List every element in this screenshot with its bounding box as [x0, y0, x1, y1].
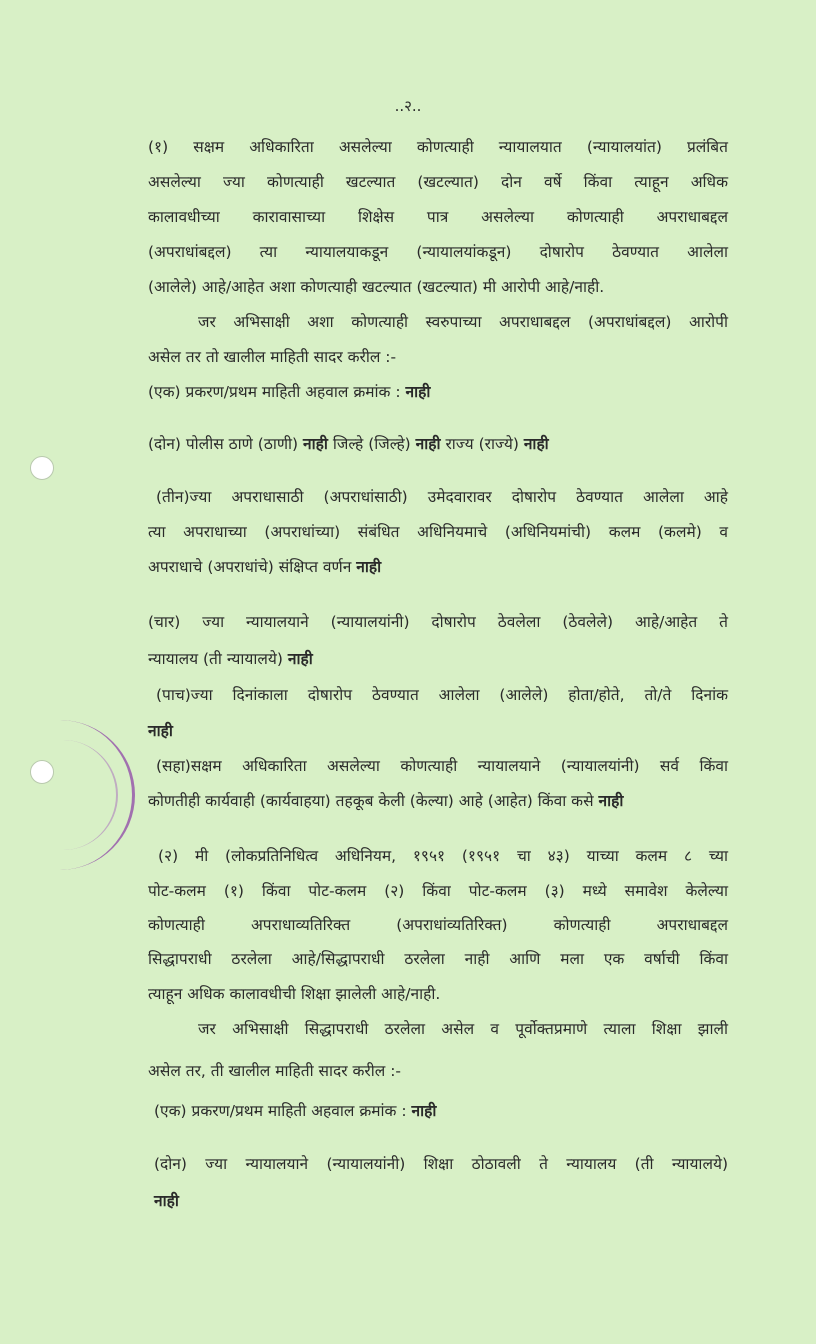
line-bold: नाही	[356, 558, 382, 576]
line-text: जिल्हे (जिल्हे)	[327, 435, 416, 453]
text-line-l9	[148, 433, 549, 455]
line-text: (पाच)ज्या दिनांकाला दोषारोप ठेवण्यात आलेला (आलेले) होता/होते, तो/ते दिनांक	[156, 686, 728, 704]
text-line-l2	[148, 171, 728, 193]
text-line-l8	[148, 381, 430, 403]
text-line-l7	[148, 346, 396, 368]
line-text: (चार) ज्या न्यायालयाने (न्यायालयांनी) दोषारोप ठेवलेला (ठेवलेले) आहे/आहेत ते	[148, 613, 728, 631]
line-bold: नाही	[154, 1192, 179, 1210]
text-line-l14	[148, 648, 313, 670]
line-text: पोट-कलम (१) किंवा पोट-कलम (२) किंवा पोट-कलम (३) मध्ये समावेश केलेल्या	[148, 882, 728, 900]
line-text: (एक) प्रकरण/प्रथम माहिती अहवाल क्रमांक :	[148, 383, 406, 401]
text-line-l18	[148, 790, 623, 812]
text-line-l15	[156, 684, 728, 706]
line-text: न्यायालय (ती न्यायालये)	[148, 650, 288, 668]
text-line-l5	[148, 276, 604, 298]
line-bold: नाही	[148, 722, 173, 740]
text-line-l23	[148, 983, 440, 1005]
line-bold: नाही	[411, 1102, 437, 1120]
text-line-l4	[148, 241, 728, 263]
text-line-l28	[154, 1190, 179, 1212]
line-text: असलेल्या ज्या कोणत्याही खटल्यात (खटल्यात) दोन वर्षे किंवा त्याहून अधिक	[148, 173, 728, 191]
text-line-l20	[148, 880, 728, 902]
line-text: (एक) प्रकरण/प्रथम माहिती अहवाल क्रमांक :	[154, 1102, 412, 1120]
line-text: त्याहून अधिक कालावधीची शिक्षा झालेली आहे/नाही.	[148, 985, 441, 1003]
page-number: ..२..	[394, 97, 422, 115]
line-text: असेल तर तो खालील माहिती सादर करील :-	[148, 348, 397, 366]
line-text: (२) मी (लोकप्रतिनिधित्व अधिनियम, १९५१ (१९५१ चा ४३) याच्या कलम ८ च्या	[158, 847, 728, 865]
text-line-l12	[148, 556, 381, 578]
line-text: जर अभिसाक्षी अशा कोणत्याही स्वरुपाच्या अपराधाबद्दल (अपराधांबद्दल) आरोपी	[198, 313, 728, 331]
line-text: कालावधीच्या कारावासाच्या शिक्षेस पात्र असलेल्या कोणत्याही अपराधाबद्दल	[148, 208, 728, 226]
text-line-l19	[158, 845, 728, 867]
text-line-l16	[148, 720, 173, 742]
line-text: (दोन) पोलीस ठाणे (ठाणी)	[148, 435, 304, 453]
line-text: जर अभिसाक्षी सिद्धापराधी ठरलेला असेल व पूर्वोक्तप्रमाणे त्याला शिक्षा झाली	[198, 1020, 728, 1038]
line-text: (दोन) ज्या न्यायालयाने (न्यायालयांनी) शिक्षा ठोठावली ते न्यायालय (ती न्यायालये)	[154, 1155, 728, 1173]
text-line-l27	[154, 1153, 728, 1175]
line-text: असेल तर, ती खालील माहिती सादर करील :-	[148, 1062, 402, 1080]
line-text: (आलेले) आहे/आहेत अशा कोणत्याही खटल्यात (खटल्यात) मी आरोपी आहे/नाही.	[148, 278, 605, 296]
text-line-l25	[148, 1060, 401, 1082]
text-line-l11	[148, 521, 728, 543]
text-line-l13	[148, 611, 728, 633]
text-line-l10	[156, 486, 728, 508]
text-line-l17	[156, 755, 728, 777]
line-text: अपराधाचे (अपराधांचे) संक्षिप्त वर्णन	[148, 558, 357, 576]
line-bold: नाही	[598, 792, 624, 810]
line-bold: नाही	[287, 650, 313, 668]
line-bold: नाही	[415, 435, 441, 453]
text-line-l21	[148, 914, 728, 936]
line-bold: नाही	[523, 435, 549, 453]
text-line-l26	[154, 1100, 436, 1122]
text-line-l24	[198, 1018, 728, 1040]
text-line-l1	[148, 136, 728, 158]
text-line-l6	[198, 311, 728, 333]
line-text: कोणत्याही अपराधाव्यतिरिक्त (अपराधांव्यतिरिक्त) कोणत्याही अपराधाबद्दल	[148, 916, 728, 934]
punch-hole	[30, 456, 54, 480]
line-bold: नाही	[303, 435, 328, 453]
line-text: (अपराधांबद्दल) त्या न्यायालयाकडून (न्यायालयांकडून) दोषारोप ठेवण्यात आलेला	[148, 243, 728, 261]
line-text: (१) सक्षम अधिकारिता असलेल्या कोणत्याही न्यायालयात (न्यायालयांत) प्रलंबित	[148, 138, 728, 156]
line-text: (सहा)सक्षम अधिकारिता असलेल्या कोणत्याही न्यायालयाने (न्यायालयांनी) सर्व किंवा	[156, 757, 728, 775]
line-text: (तीन)ज्या अपराधासाठी (अपराधांसाठी) उमेदवारावर दोषारोप ठेवण्यात आलेला आहे	[156, 488, 728, 506]
text-line-l22	[148, 948, 728, 970]
line-text: त्या अपराधाच्या (अपराधांच्या) संबंधित अधिनियमाचे (अधिनियमांची) कलम (कलमे) व	[148, 523, 728, 541]
line-bold: नाही	[405, 383, 431, 401]
line-text: सिद्धापराधी ठरलेला आहे/सिद्धापराधी ठरलेला नाही आणि मला एक वर्षाची किंवा	[148, 950, 728, 968]
text-line-l3	[148, 206, 728, 228]
line-text: कोणतीही कार्यवाही (कार्यवाहया) तहकूब केली (केल्या) आहे (आहेत) किंवा कसे	[148, 792, 599, 810]
line-text: राज्य (राज्ये)	[440, 435, 524, 453]
punch-hole	[30, 760, 54, 784]
